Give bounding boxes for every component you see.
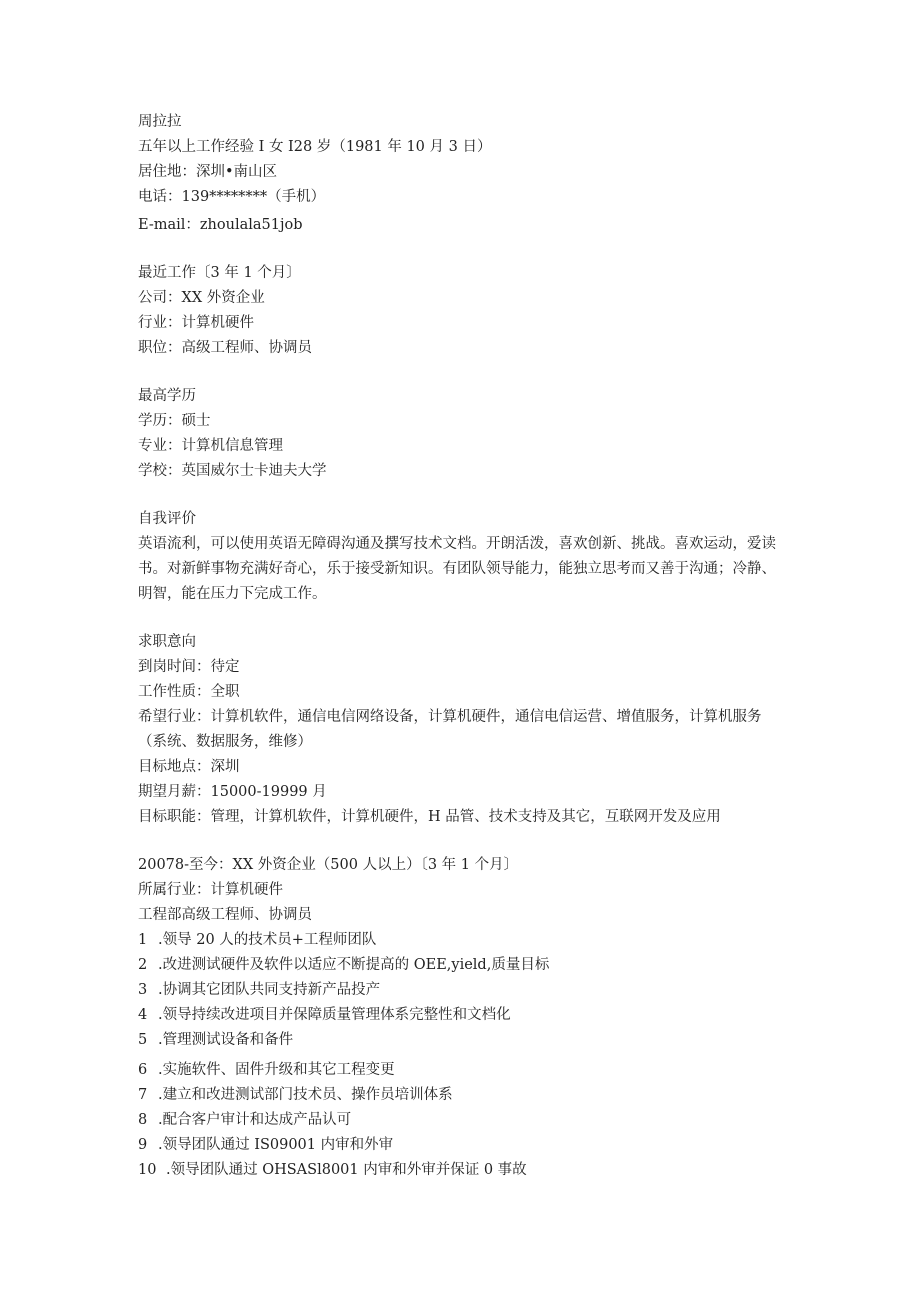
- candidate-name: 周拉拉: [138, 114, 182, 130]
- list-item: [138, 1083, 788, 1108]
- job-intent-industry: 希望行业：计算机软件，通信电信网络设备，计算机硬件，通信电信运营、增值服务，计算机服务（系统、数据服务，维修）: [138, 709, 762, 750]
- candidate-location: 居住地：深圳•南山区: [138, 164, 278, 180]
- candidate-phone: 电话：139********（手机）: [138, 189, 326, 205]
- self-eval-section: [138, 507, 788, 607]
- education-major: 专业：计算机信息管理: [138, 438, 283, 454]
- list-item: [138, 953, 788, 978]
- list-item-number: 8: [138, 1112, 148, 1128]
- list-item: [138, 1003, 788, 1028]
- list-item: [138, 978, 788, 1003]
- list-item-text: .管理测试设备和备件: [158, 1032, 294, 1048]
- resume-page: [138, 110, 788, 1183]
- experience-dept: 工程部高级工程师、协调员: [138, 907, 312, 923]
- list-item: [138, 1058, 788, 1083]
- experience-industry: 所属行业：计算机硬件: [138, 882, 283, 898]
- self-eval-title: 自我评价: [138, 511, 196, 527]
- education-school: 学校：英国威尔士卡迪夫大学: [138, 463, 327, 479]
- list-item-number: 1: [138, 932, 148, 948]
- list-item-text: .配合客户审计和达成产品认可: [158, 1112, 352, 1128]
- list-item-text: .领导持续改进项目并保障质量管理体系完整性和文档化: [158, 1007, 511, 1023]
- list-item: [138, 1133, 788, 1158]
- experience-section: [138, 853, 788, 1183]
- recent-work-title: 最近工作〔3 年 1 个月〕: [138, 265, 301, 281]
- job-intent-title: 求职意向: [138, 634, 196, 650]
- job-intent-functions: 目标职能：管理，计算机软件，计算机硬件，H 品管、技术支持及其它，互联网开发及应用: [138, 809, 721, 825]
- candidate-email: E-mail：zhoulala51job: [138, 217, 303, 233]
- list-item-text: .领导 20 人的技术员+工程师团队: [158, 932, 377, 948]
- job-intent-salary: 期望月薪：15000-19999 月: [138, 784, 327, 800]
- recent-work-section: [138, 261, 788, 361]
- job-intent-section: [138, 630, 788, 830]
- list-item-text: .领导团队通过 IS09001 内审和外审: [158, 1137, 394, 1153]
- list-item-text: .改进测试硬件及软件以适应不断提高的 OEE,yield,质量目标: [158, 957, 550, 973]
- list-item-number: 4: [138, 1007, 148, 1023]
- job-intent-location: 目标地点：深圳: [138, 759, 240, 775]
- job-intent-arrival: 到岗时间：待定: [138, 659, 240, 675]
- recent-work-position: 职位：高级工程师、协调员: [138, 340, 312, 356]
- list-item: [138, 1108, 788, 1133]
- education-section: [138, 384, 788, 484]
- candidate-summary: 五年以上工作经验 I 女 I28 岁（1981 年 10 月 3 日）: [138, 139, 492, 155]
- job-intent-nature: 工作性质：全职: [138, 684, 240, 700]
- list-item-text: .建立和改进测试部门技术员、操作员培训体系: [158, 1087, 453, 1103]
- list-item-number: 10: [138, 1162, 157, 1178]
- header-section: [138, 110, 788, 238]
- list-item-number: 3: [138, 982, 148, 998]
- list-item-number: 6: [138, 1062, 148, 1078]
- recent-work-company: 公司：XX 外资企业: [138, 290, 265, 306]
- recent-work-industry: 行业：计算机硬件: [138, 315, 254, 331]
- list-item: [138, 1158, 788, 1183]
- list-item-text: .实施软件、固件升级和其它工程变更: [158, 1062, 395, 1078]
- list-item: [138, 928, 788, 953]
- self-eval-text: 英语流利，可以使用英语无障碍沟通及撰写技术文档。开朗活泼，喜欢创新、挑战。喜欢运动，爱读书。对新鲜事物充满好奇心，乐于接受新知识。有团队领导能力，能独立思考而又善于沟通；冷静、明智，能在压力下完成工作。: [138, 536, 776, 602]
- list-item-text: .协调其它团队共同支持新产品投产: [158, 982, 381, 998]
- experience-header: 20078-至今：XX 外资企业（500 人以上）〔3 年 1 个月〕: [138, 857, 519, 873]
- education-title: 最高学历: [138, 388, 196, 404]
- list-item: [138, 1028, 788, 1053]
- education-degree: 学历：硕士: [138, 413, 211, 429]
- list-item-number: 7: [138, 1087, 148, 1103]
- list-item-number: 2: [138, 957, 148, 973]
- list-item-text: .领导团队通过 OHSASl8001 内审和外审并保证 0 事故: [166, 1162, 527, 1178]
- list-item-number: 5: [138, 1032, 148, 1048]
- list-item-number: 9: [138, 1137, 148, 1153]
